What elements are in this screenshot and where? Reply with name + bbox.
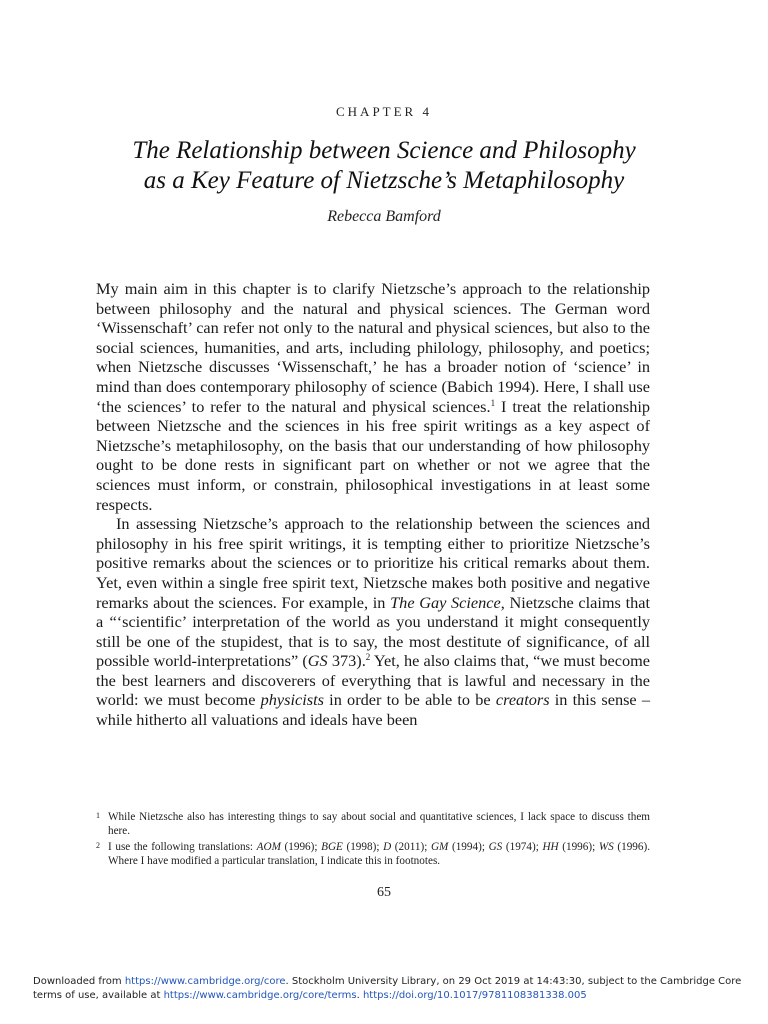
footnote-1: 1 While Nietzsche also has interesting things to say about social and quantitative sciences, I lack space to discuss them here.: [96, 811, 650, 837]
terms-link[interactable]: https://www.cambridge.org/core/terms: [163, 990, 357, 1001]
footnote-2: 2 I use the following translations: AOM (1996); BGE (1998); D (2011); GM (1994); GS (1974); HH (1996); WS (1996). Where I have modified a particular translation, I indicate this in footnotes.: [96, 841, 651, 867]
paragraph-2: In assessing Nietzsche’s approach to the relationship between the sciences and philosophy in his free spirit writings, it is tempting either to prioritize Nietzsche’s positive remarks about the sciences or to prioritize his critical remarks about them. Yet, even within a single free spirit text, Nietzsche makes both positive and negative remarks about the sciences. For example, in The Gay Science, Nietzsche claims that a “‘scientific’ interpretation of the world as you understand it might consequently still be one of the stupidest, that is to say, the most destitute of significance, of all possible world-interpretations” (GS 373).$^2$ Yet, he also claims that, “we must become the best learners and discoverers of everything that is lawful and necessary in the world: we must become physicists in order to be able to be creators in this sense – while hitherto all valuations and ideals have been: [96, 514, 651, 730]
page-number: 65: [377, 885, 391, 900]
footnote-ref-2[interactable]: 2: [365, 652, 371, 663]
footnotes: [96, 810, 650, 870]
title-line-2: as a Key Feature of Nietzsche’s Metaphilosophy: [143, 167, 625, 194]
title-line-1: The Relationship between Science and Philosophy: [132, 137, 636, 164]
paragraph-1: My main aim in this chapter is to clarify Nietzsche’s approach to the relationship between philosophy and the natural and physical sciences. The German word ‘Wissenschaft’ can refer not only to the natural and physical sciences, but also to the social sciences, humanities, and arts, including philology, philosophy, and poetics; when Nietzsche discusses ‘Wissenschaft,’ he has a broader notion of ‘science’ in mind than does contemporary philosophy of science (Babich 1994). Here, I shall use ‘the sciences’ to refer to the natural and physical sciences.$^1$ I treat the relationship between Nietzsche and the sciences in his free spirit writings as a key aspect of Nietzsche’s metaphilosophy, on the basis that our understanding of how philosophy ought to be done rests in significant part on whether or not we agree that the sciences must inform, or constrain, philosophical investigations in at least some respects.: [96, 279, 650, 514]
doi-link[interactable]: https://doi.org/10.1017/9781108381338.005: [362, 990, 587, 1001]
chapter-label: CHAPTER 4: [336, 104, 432, 119]
footnote-ref-1[interactable]: 1: [490, 397, 496, 408]
download-footer: Downloaded from https://www.cambridge.org/core. Stockholm University Library, on 29 Oct 2019 at 14:43:30, subject to the Cambridge Core terms of use, available at https://www.cambridge.org/core/terms. https://doi.org/10.1017/9781108381338.005: [33, 976, 742, 1001]
footnote-number: 2: [96, 841, 100, 850]
cambridge-core-link[interactable]: https://www.cambridge.org/core: [124, 976, 286, 987]
footnote-number: 1: [96, 811, 100, 820]
body-text: [96, 279, 650, 730]
book-title: The Gay Science: [390, 592, 501, 612]
chapter-title: [0, 136, 768, 196]
author-name: Rebecca Bamford: [327, 208, 441, 225]
